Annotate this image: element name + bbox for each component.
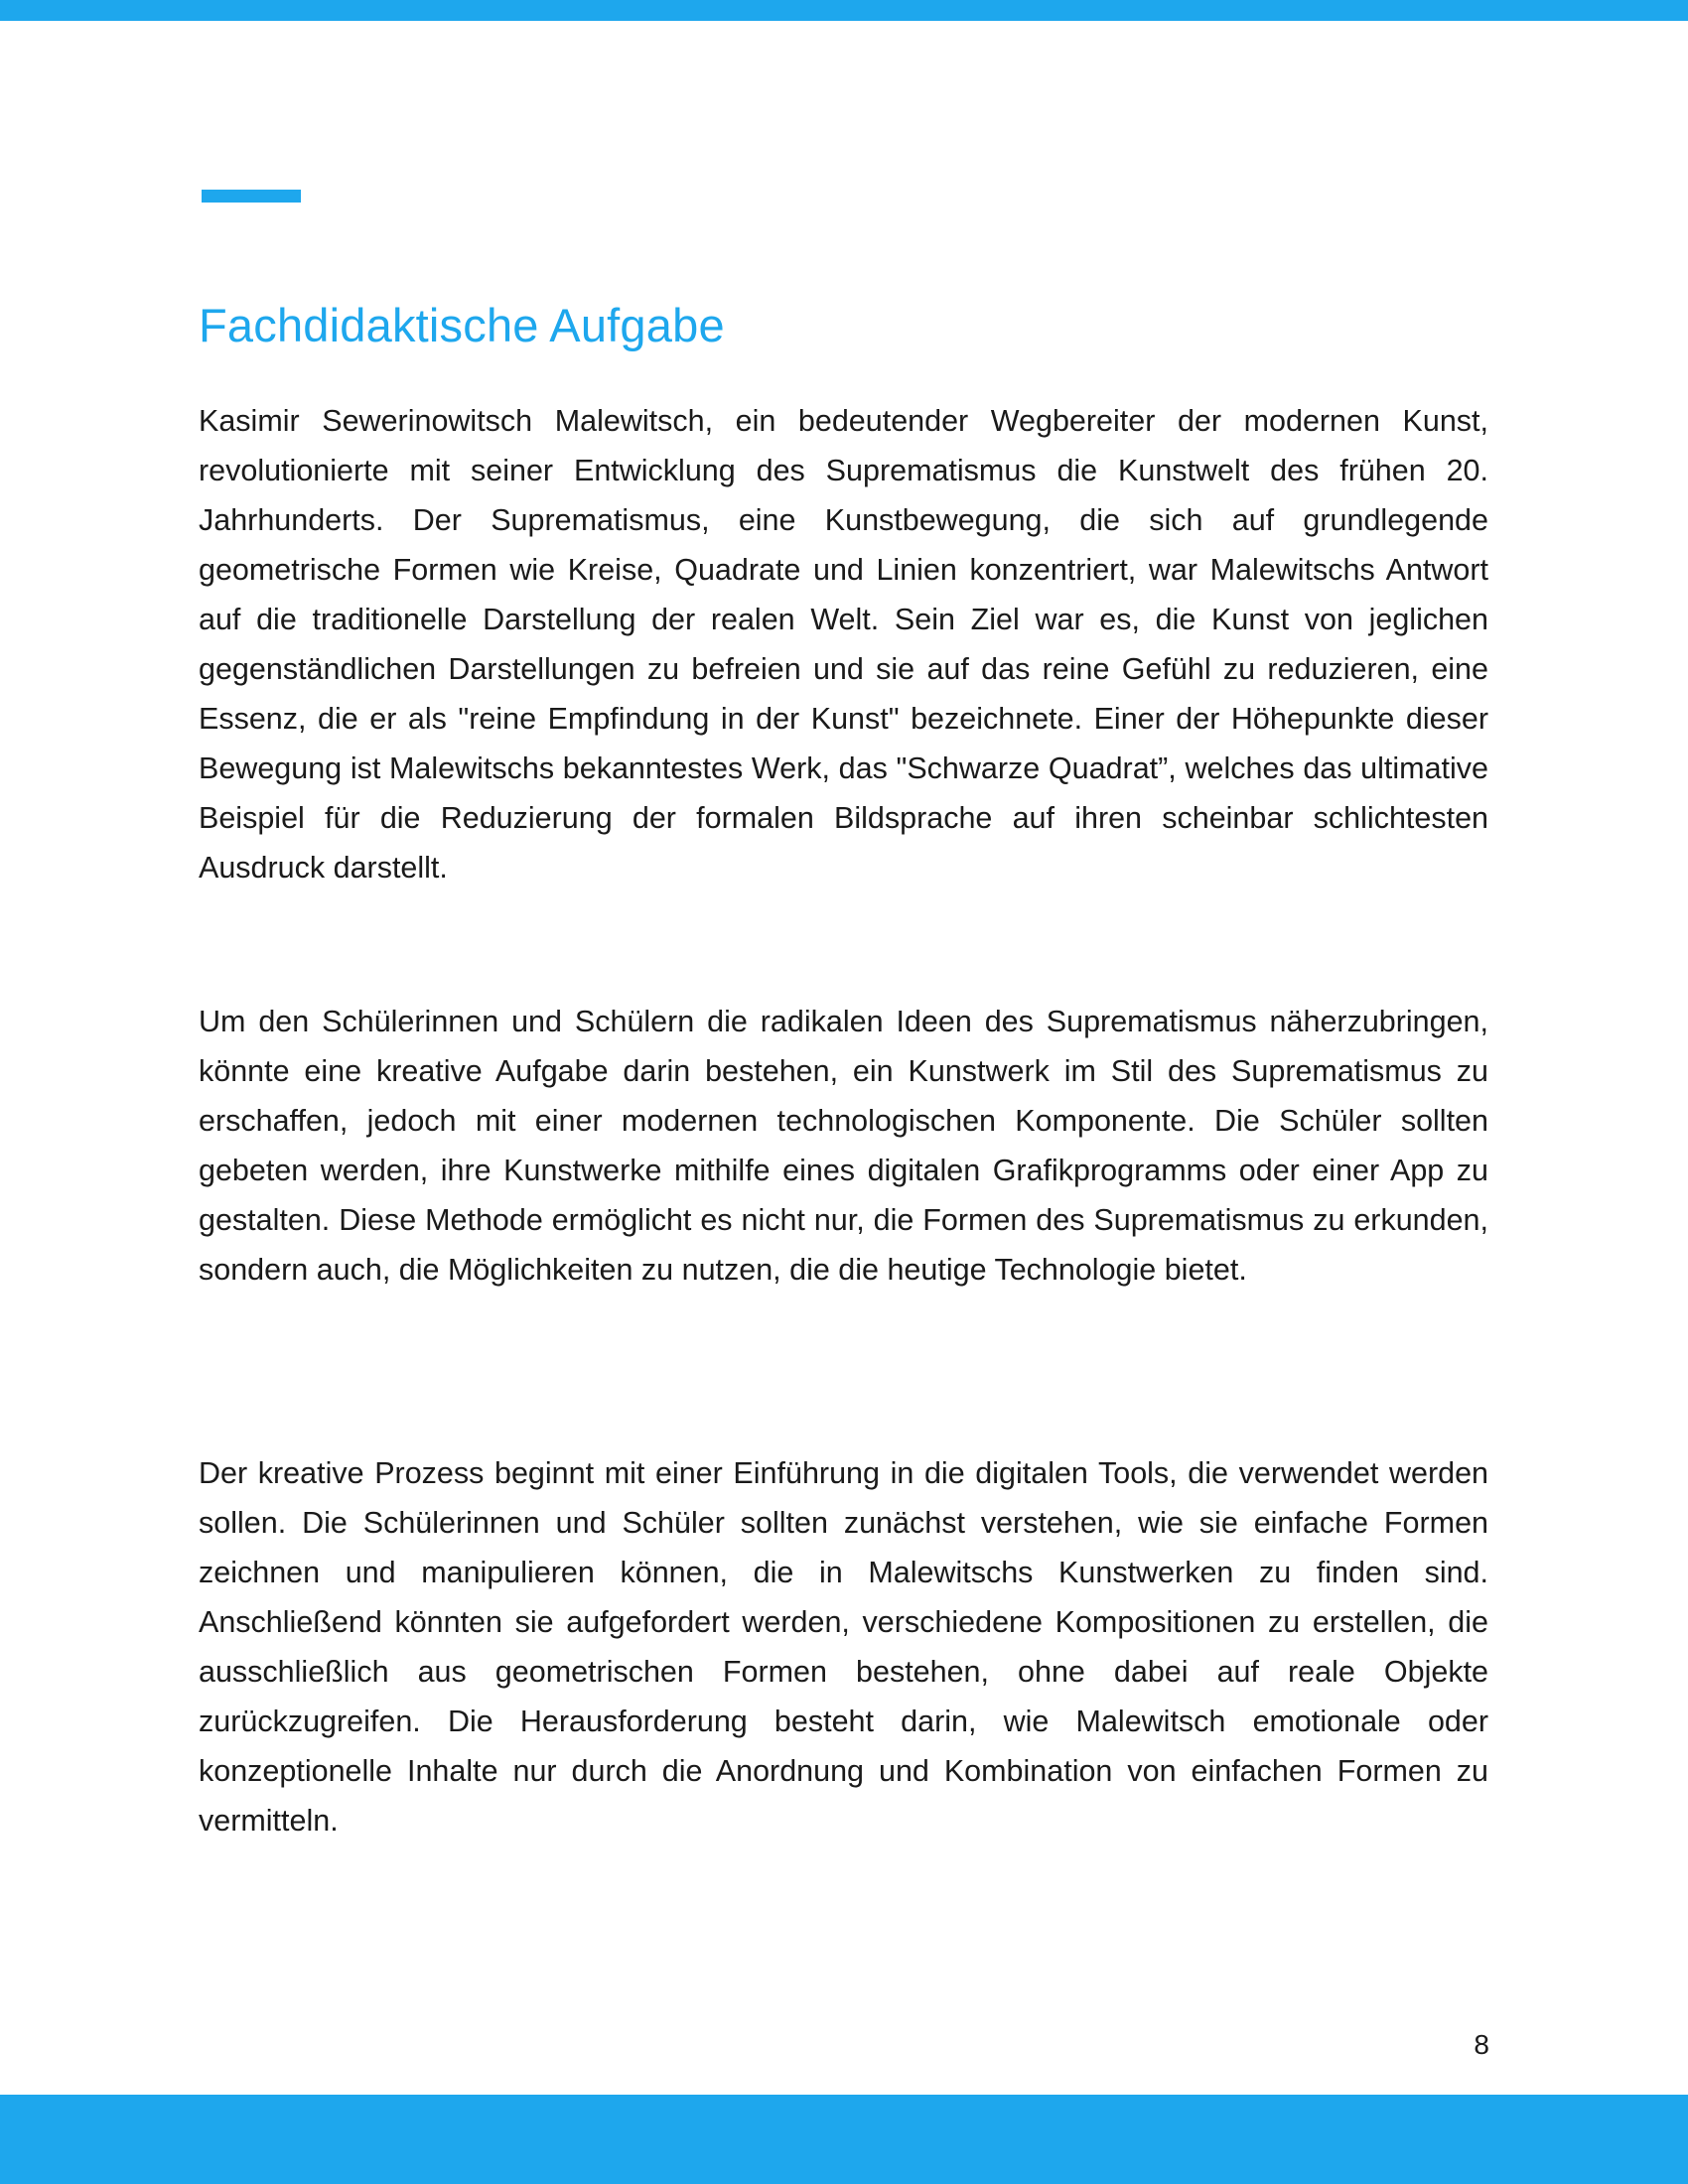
top-accent-band (0, 0, 1688, 21)
body-paragraph-1: Kasimir Sewerinowitsch Malewitsch, ein bedeutender Wegbereiter der modernen Kunst, revolutionierte mit seiner Entwicklung des Suprematismus die Kunstwelt des frühen 20. Jahrhunderts. Der Suprematismus, eine Kunstbewegung, die sich auf grundlegende geometrische Formen wie Kreise, Quadrate und Linien konzentriert, war Malewitschs Antwort auf die traditionelle Darstellung der realen Welt. Sein Ziel war es, die Kunst von jeglichen gegenständlichen Darstellungen zu befreien und sie auf das reine Gefühl zu reduzieren, eine Essenz, die er als "reine Empfindung in der Kunst" bezeichnete. Einer der Höhepunkte dieser Bewegung ist Malewitschs bekanntestes Werk, das "Schwarze Quadrat”, welches das ultimative Beispiel für die Reduzierung der formalen Bildsprache auf ihren scheinbar schlichtesten Ausdruck darstellt. (199, 404, 1488, 885)
section-heading: Fachdidaktische Aufgabe (199, 299, 725, 351)
page-number: 8 (1474, 2029, 1489, 2060)
bottom-accent-band (0, 2095, 1688, 2184)
heading-accent-dash (202, 190, 301, 203)
body-paragraph-3: Der kreative Prozess beginnt mit einer Einführung in die digitalen Tools, die verwendet werden sollen. Die Schülerinnen und Schüler sollten zunächst verstehen, wie sie einfache Formen zeichnen und manipulieren können, die in Malewitschs Kunstwerken zu finden sind. Anschließend könnten sie aufgefordert werden, verschiedene Kompositionen zu erstellen, die ausschließlich aus geometrischen Formen bestehen, ohne dabei auf reale Objekte zurückzugreifen. Die Herausforderung besteht darin, wie Malewitsch emotionale oder konzeptionelle Inhalte nur durch die Anordnung und Kombination von einfachen Formen zu vermitteln. (199, 1456, 1488, 1838)
body-paragraph-2: Um den Schülerinnen und Schülern die radikalen Ideen des Suprematismus näherzubringen, könnte eine kreative Aufgabe darin bestehen, ein Kunstwerk im Stil des Suprematismus zu erschaffen, jedoch mit einer modernen technologischen Komponente. Die Schüler sollten gebeten werden, ihre Kunstwerke mithilfe eines digitalen Grafikprogramms oder einer App zu gestalten. Diese Methode ermöglicht es nicht nur, die Formen des Suprematismus zu erkunden, sondern auch, die Möglichkeiten zu nutzen, die die heutige Technologie bietet. (199, 1005, 1488, 1287)
